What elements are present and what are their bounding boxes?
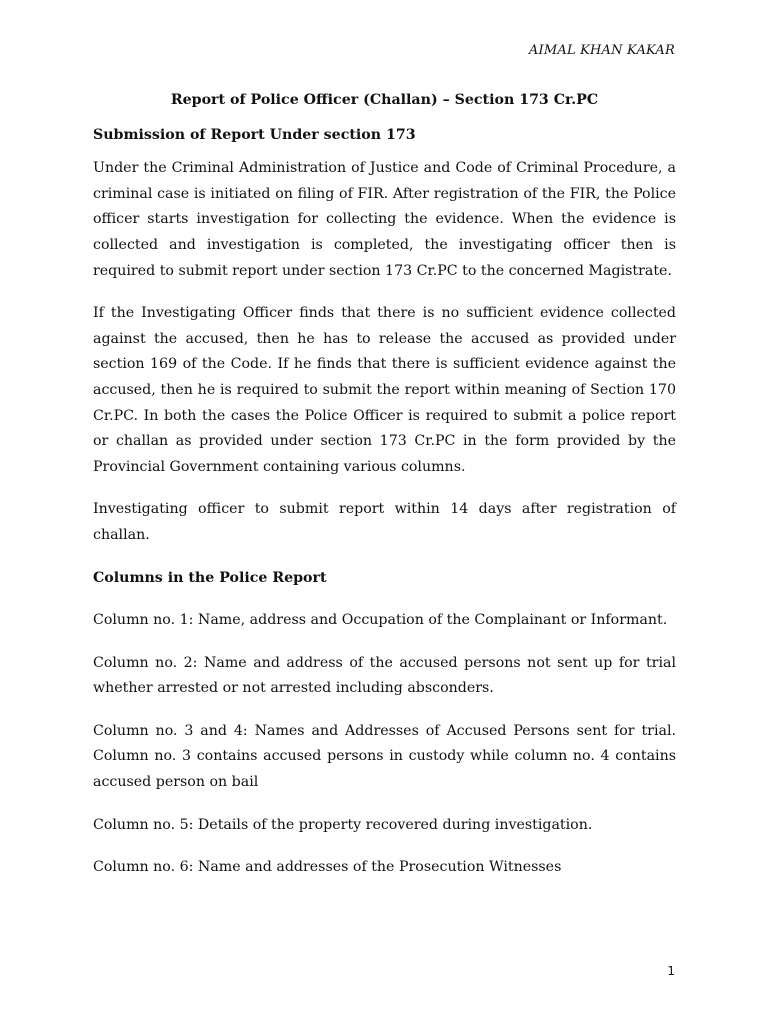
column-item-3-4: Column no. 3 and 4: Names and Addresses of Accused Persons sent for trial. Column no. 3 contains accused persons in custody while column no. 4 contains accused person on bail (93, 722, 676, 791)
paragraph-2: If the Investigating Officer finds that there is no sufficient evidence collected against the accused, then he has to release the accused as provided under section 169 of the Code. If he finds that there is sufficient evidence against the accused, then he is required to submit the report within meaning of Section 170 Cr.PC. In both the cases the Police Officer is required to submit a police report or challan as provided under section 173 Cr.PC in the form provided by the Provincial Government containing various columns. (93, 305, 676, 475)
section-heading: Submission of Report Under section 173 (93, 126, 416, 143)
page-number: 1 (667, 964, 675, 978)
column-item-1: Column no. 1: Name, address and Occupation of the Complainant or Informant. (93, 612, 668, 629)
document-title: Report of Police Officer (Challan) – Section 173 Cr.PC (170, 92, 599, 108)
document-body (93, 88, 676, 898)
paragraph-3: Investigating officer to submit report within 14 days after registration of challan. (93, 501, 676, 543)
columns-heading: Columns in the Police Report (93, 569, 327, 586)
column-item-6: Column no. 6: Name and addresses of the Prosecution Witnesses (93, 859, 562, 876)
paragraph-1: Under the Criminal Administration of Justice and Code of Criminal Procedure, a criminal case is initiated on filing of FIR. After registration of the FIR, the Police officer starts investigation for collecting the evidence. When the evidence is collected and investigation is completed, the investigating officer then is required to submit report under section 173 Cr.PC to the concerned Magistrate. (93, 160, 676, 279)
column-item-5: Column no. 5: Details of the property recovered during investigation. (93, 816, 593, 833)
header-author: AIMAL KHAN KAKAR (528, 43, 675, 58)
column-item-2: Column no. 2: Name and address of the accused persons not sent up for trial whether arrested or not arrested including absconders. (93, 654, 676, 697)
